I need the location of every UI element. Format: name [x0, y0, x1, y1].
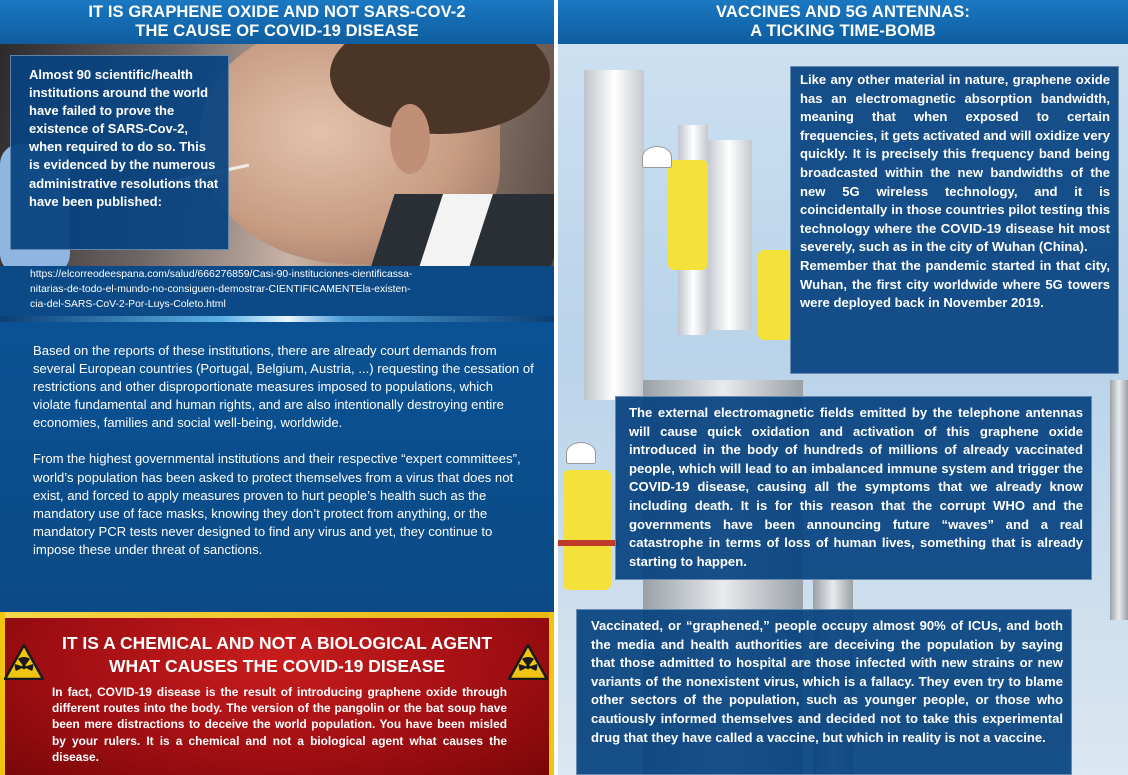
warning-title-line1: IT IS A CHEMICAL AND NOT A BIOLOGICAL AGENT [61, 633, 493, 653]
antenna-right [1110, 380, 1128, 620]
left-paragraph-2: From the highest governmental institutions and their respective “expert committees”, world’s population has been asked to protect themselves from a virus that does not exist, and forced to apply measures proven to hurt people’s health such as the mandatory use of face masks, knowing they don’t protect from anything, or the mandatory PCR tests never designed to find any virus and yet, they continue to impose these under threat of sanctions. [33, 451, 521, 557]
worker-helmet-3 [566, 442, 596, 464]
icu-paragraph: Vaccinated, or “graphened,” people occupy almost 90% of ICUs, and both the media and health authorities are deceiving the population by saying that those admitted to hospital are those infected with new strains or new variants of the nonexistent virus, which is a fallacy. They even try to blame other sectors of the population, such as younger people, or those who cautiously informed themselves and decided not to take this experimental drug that they have called a vaccine, but which in reality is not a vaccine. [591, 618, 1063, 745]
url-line-3[interactable]: cia-del-SARS-CoV-2-Por-Luys-Coleto.html [30, 299, 226, 310]
left-header-line1: IT IS GRAPHENE OXIDE AND NOT SARS-COV-2 [88, 3, 466, 21]
left-header-line2: THE CAUSE OF COVID-19 DISEASE [135, 22, 419, 40]
url-line-1[interactable]: https://elcorreodeespana.com/salud/666276859/Casi-90-instituciones-cientificassa- [30, 269, 413, 280]
warning-panel [0, 612, 554, 775]
right-header-line2: A TICKING TIME-BOMB [750, 22, 936, 40]
right-header [558, 0, 1128, 44]
right-header-line1: VACCINES AND 5G ANTENNAS: [716, 3, 970, 21]
radiation-hazard-icon [508, 644, 548, 680]
warning-title [5, 632, 549, 677]
radiation-hazard-icon [4, 644, 44, 680]
warning-title-line2: WHAT CAUSES THE COVID-19 DISEASE [108, 655, 446, 676]
right-panel [558, 0, 1128, 775]
worker-3 [563, 470, 611, 590]
source-url[interactable] [0, 266, 554, 316]
fields-paragraph: The external electromagnetic fields emitted by the telephone antennas will cause quick oxidation and activation of this graphene oxide introduced in the body of hundreds of millions of already vaccinated people, which will lead to an imbalanced immune system and trigger the COVID-19 disease, causing all the symptoms that we already know including death. It is for this reason that the corrupt WHO and the governments have been announcing future “waves” and a real catastrophe in terms of loss of human lives, something that is already starting to happen. [629, 405, 1083, 569]
5g-explanation-box [790, 66, 1119, 374]
warning-text: In fact, COVID-19 disease is the result of introducing graphene oxide through different routes into the body. The version of the pangolin or the bat soup have been mere distractions to deceive the world population. You have been misled by your rulers. It is a chemical and not a biological agent what causes the disease. [52, 685, 507, 764]
lift-railing [558, 540, 618, 546]
worker-helmet-1 [642, 146, 672, 168]
worker-2 [758, 250, 792, 340]
antenna-panel-1 [584, 70, 644, 400]
left-header [0, 0, 554, 44]
icu-box [576, 609, 1072, 775]
intro-text: Almost 90 scientific/health institutions around the world have failed to prove the existence of SARS-Cov-2, when required to do so. This is evidenced by the numerous administrative resolutions that have been published: [29, 67, 219, 209]
left-paragraph-1: Based on the reports of these institutions, there are already court demands from several European countries (Portugal, Belgium, Austria, ...) requesting the cessation of restrictions and other disproportionate measures imposed to populations, which violate fundamental and human rights, and are also intentionally destroying entire economies, families and social well-being, worldwide. [33, 343, 534, 431]
ear-shape [390, 104, 430, 174]
left-body-text [0, 322, 554, 612]
antenna-panel-2 [706, 140, 752, 330]
worker-1 [668, 160, 708, 270]
left-panel [0, 0, 554, 775]
5g-paragraph-1: Like any other material in nature, graphene oxide has an electromagnetic absorption bandwidth, meaning that when exposed to certain frequencies, it gets activated and will oxidize very quickly. It is precisely this frequency band being broadcasted within the new bandwidths of the new 5G wireless technology, and it is coincidentally in those countries pilot testing this technology where the COVID-19 disease hit most severely, such as in the city of Wuhan (China). [800, 72, 1110, 255]
intro-text-box [10, 55, 229, 250]
5g-paragraph-2: Remember that the pandemic started in that city, Wuhan, the first city worldwide where 5G towers were deployed back in November 2019. [800, 257, 1110, 311]
url-line-2[interactable]: nitarias-de-todo-el-mundo-no-consiguen-demostrar-CIENTIFICAMENTEla-existen- [30, 284, 411, 295]
electromagnetic-fields-box [615, 396, 1092, 580]
